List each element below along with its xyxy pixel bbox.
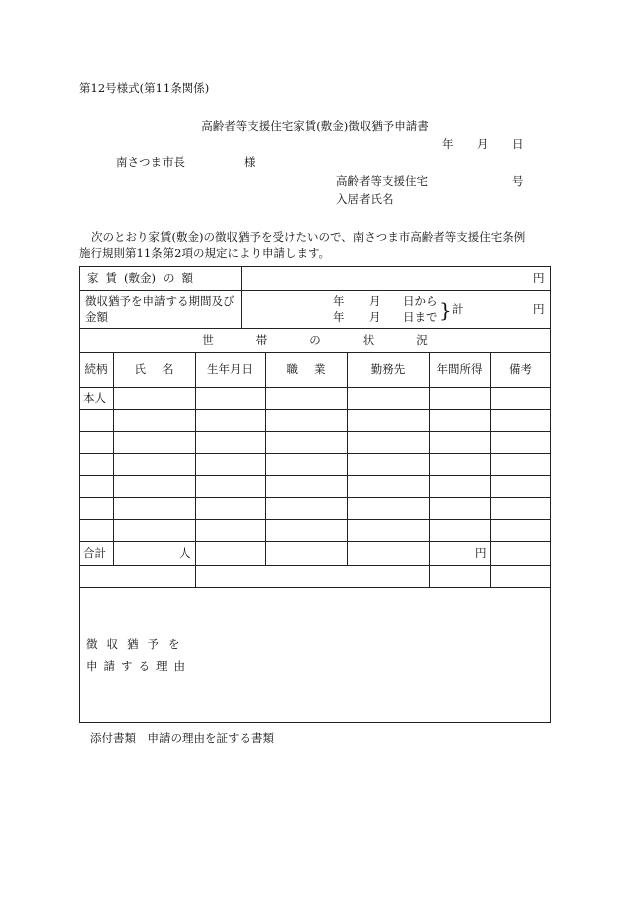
period-brace: } (439, 298, 452, 322)
period-to-year: 年 (333, 310, 345, 324)
total-label: 合計 (83, 546, 106, 560)
col-header-relation: 続柄 (84, 362, 108, 376)
intro-text-line-2: 施行規則第11条第2項の規定により申請します。 (79, 246, 331, 260)
period-label-line-1: 徴収猶予を申請する期間及び (85, 294, 235, 308)
period-yen-unit: 円 (533, 302, 545, 316)
col-header-name: 氏 名 (134, 362, 174, 376)
housing-number-suffix: 号 (512, 174, 524, 188)
household-status-header: 世 帯 の 状 況 (202, 333, 428, 347)
document-title: 高齢者等支援住宅家賃(敷金)徴収猶予申請書 (201, 119, 429, 133)
period-total-mark: 計 (452, 302, 464, 316)
col-header-annual-income: 年間所得 (436, 362, 483, 376)
date-month-label: 月 (477, 137, 489, 151)
period-from-year: 年 (333, 294, 345, 308)
total-income-yen-unit: 円 (475, 546, 487, 560)
period-to-day: 日まで (403, 310, 438, 324)
period-label-line-2: 金額 (85, 310, 108, 324)
housing-label: 高齢者等支援住宅 (336, 174, 428, 188)
date-day-label: 日 (512, 137, 524, 151)
attachment-note: 添付書類 申請の理由を証する書類 (90, 731, 274, 745)
intro-text-line-1: 次のとおり家賃(敷金)の徴収猶予を受けたいので、南さつま市高齢者等支援住宅条例 (91, 230, 526, 244)
reason-label-line-2: 申 請 す る 理 由 (86, 659, 185, 673)
period-from-day: 日から (403, 294, 438, 308)
addressee: 南さつま市長 (116, 155, 185, 169)
resident-name-label: 入居者氏名 (336, 192, 394, 206)
col-header-remarks: 備考 (509, 362, 532, 376)
rent-yen-unit: 円 (533, 271, 545, 285)
total-persons-unit: 人 (179, 546, 191, 560)
period-to-month: 月 (369, 310, 381, 324)
reason-label-line-1: 徴 収 猶 予 を (86, 637, 180, 651)
period-from-month: 月 (369, 294, 381, 308)
date-year-label: 年 (442, 137, 454, 151)
relation-self: 本人 (83, 391, 106, 405)
col-header-occupation: 職 業 (286, 362, 326, 376)
col-header-birthdate: 生年月日 (207, 362, 253, 376)
application-table (79, 266, 551, 723)
honorific: 様 (244, 155, 256, 169)
col-header-workplace: 勤務先 (370, 362, 406, 376)
form-number: 第12号様式(第11条関係) (79, 81, 210, 95)
rent-amount-label: 家 賃 (敷金) の 額 (87, 271, 193, 285)
